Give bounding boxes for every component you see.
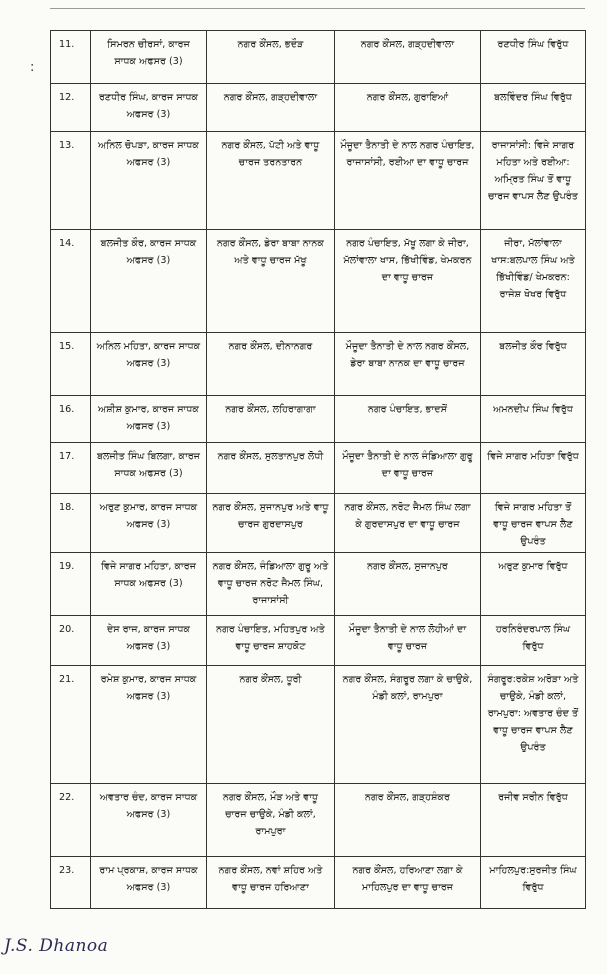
serial-number: 11.: [51, 31, 91, 84]
serial-number: 21.: [51, 666, 91, 784]
table-row: [51, 396, 586, 443]
vice-officer: ਹਰਨਿਰੰਦਰਪਾਲ ਸਿੰਘ ਵਿਰੁੱਧ: [481, 616, 586, 666]
margin-mark: :: [30, 60, 35, 75]
transfer-orders-table: [50, 30, 586, 909]
officer-name: ਰਣਧੀਰ ਸਿੰਘ, ਕਾਰਜ ਸਾਧਕ ਅਫਸਰ (3): [91, 84, 207, 132]
present-posting: ਨਗਰ ਕੌਂਸਲ, ਲਹਿਰਾਗਾਗਾ: [207, 396, 335, 443]
officer-name: ਰਮੇਸ਼ ਕੁਮਾਰ, ਕਾਰਜ ਸਾਧਕ ਅਫਸਰ (3): [91, 666, 207, 784]
officer-name: ਬਲਜੀਤ ਕੌਰ, ਕਾਰਜ ਸਾਧਕ ਅਫਸਰ (3): [91, 230, 207, 333]
serial-number: 17.: [51, 443, 91, 494]
new-posting: ਨਗਰ ਕੌਂਸਲ, ਗੁਰਾਇਆਂ: [335, 84, 481, 132]
serial-number: 22.: [51, 784, 91, 857]
serial-number: 15.: [51, 333, 91, 396]
serial-number: 18.: [51, 494, 91, 553]
serial-number: 12.: [51, 84, 91, 132]
officer-name: ਦੇਸ ਰਾਜ, ਕਾਰਜ ਸਾਧਕ ਅਫਸਰ (3): [91, 616, 207, 666]
officer-name: ਅਨਿਲ ਚੋਪੜਾ, ਕਾਰਜ ਸਾਧਕ ਅਫਸਰ (3): [91, 132, 207, 230]
table-row: [51, 857, 586, 909]
serial-number: 19.: [51, 553, 91, 616]
serial-number: 20.: [51, 616, 91, 666]
new-posting: ਮੌਜੂਦਾ ਤੈਨਾਤੀ ਦੇ ਨਾਲ ਨਗਰ ਪੰਚਾਇਤ, ਰਾਜਾਸਾਂਸੀ, ਰਈਆ ਦਾ ਵਾਧੂ ਚਾਰਜ: [335, 132, 481, 230]
present-posting: ਨਗਰ ਕੌਂਸਲ, ਦੀਨਾਨਗਰ: [207, 333, 335, 396]
vice-officer: ਰਣਧੀਰ ਸਿੰਘ ਵਿਰੁੱਧ: [481, 31, 586, 84]
handwritten-signature: J.S. Dhanoa: [4, 936, 109, 956]
present-posting: ਨਗਰ ਕੌਂਸਲ, ਗੜ੍ਹਦੀਵਾਲਾ: [207, 84, 335, 132]
table-row: [51, 230, 586, 333]
officer-name: ਅਨਿਲ ਮਹਿਤਾ, ਕਾਰਜ ਸਾਧਕ ਅਫਸਰ (3): [91, 333, 207, 396]
table-row: [51, 333, 586, 396]
vice-officer: ਅਰੁਣ ਕੁਮਾਰ ਵਿਰੁੱਧ: [481, 553, 586, 616]
new-posting: ਨਗਰ ਕੌਂਸਲ, ਗੜ੍ਹਸ਼ੰਕਰ: [335, 784, 481, 857]
present-posting: ਨਗਰ ਕੌਂਸਲ, ਸੁਜਾਨਪੁਰ ਅਤੇ ਵਾਧੂ ਚਾਰਜ ਗੁਰਦਾਸਪੁਰ: [207, 494, 335, 553]
serial-number: 13.: [51, 132, 91, 230]
page-top-rule: [50, 8, 585, 9]
new-posting: ਨਗਰ ਪੰਚਾਇਤ, ਮੱਖੂ ਲਗਾ ਕੇ ਜੀਰਾ, ਮੱਲਾਂਵਾਲਾ ਖਾਸ, ਭਿੱਖੀਵਿੰਡ, ਖੇਮਕਰਨ ਦਾ ਵਾਧੂ ਚਾਰਜ: [335, 230, 481, 333]
officer-name: ਵਿਜੇ ਸਾਗਰ ਮਹਿਤਾ, ਕਾਰਜ ਸਾਧਕ ਅਫਸਰ (3): [91, 553, 207, 616]
present-posting: ਨਗਰ ਕੌਂਸਲ, ਭਦੌੜ: [207, 31, 335, 84]
officer-name: ਅਵਤਾਰ ਚੰਦ, ਕਾਰਜ ਸਾਧਕ ਅਫਸਰ (3): [91, 784, 207, 857]
table-row: [51, 84, 586, 132]
new-posting: ਮੌਜੂਦਾ ਤੈਨਾਤੀ ਦੇ ਨਾਲ ਨਗਰ ਕੌਂਸਲ, ਡੇਰਾ ਬਾਬਾ ਨਾਨਕ ਦਾ ਵਾਧੂ ਚਾਰਜ: [335, 333, 481, 396]
officer-name: ਬਲਜੀਤ ਸਿੰਘ ਬਿਲਗਾ, ਕਾਰਜ ਸਾਧਕ ਅਫਸਰ (3): [91, 443, 207, 494]
officer-name: ਰਾਮ ਪ੍ਰਕਾਸ਼, ਕਾਰਜ ਸਾਧਕ ਅਫਸਰ (3): [91, 857, 207, 909]
present-posting: ਨਗਰ ਕੌਂਸਲ, ਜੰਡਿਆਲਾ ਗੁਰੂ ਅਤੇ ਵਾਧੂ ਚਾਰਜ ਨਰੋਟ ਜੈਮਲ ਸਿੰਘ, ਰਾਜਾਸਾਂਸੀ: [207, 553, 335, 616]
officer-name: ਅਰੁਣ ਕੁਮਾਰ, ਕਾਰਜ ਸਾਧਕ ਅਫਸਰ (3): [91, 494, 207, 553]
vice-officer: ਜੀਰਾ, ਮੱਲਾਂਵਾਲਾ ਖਾਸ:ਬਲਪਾਲ ਸਿੰਘ ਅਤੇ ਭਿੱਖੀਵਿੰਡ/ ਖੇਮਕਰਨ: ਰਾਜੇਸ਼ ਖੋਖਰ ਵਿਰੁੱਧ: [481, 230, 586, 333]
new-posting: ਨਗਰ ਕੌਂਸਲ, ਗੜ੍ਹਦੀਵਾਲਾ: [335, 31, 481, 84]
vice-officer: ਵਿਜੇ ਸਾਗਰ ਮਹਿਤਾ ਵਿਰੁੱਧ: [481, 443, 586, 494]
new-posting: ਨਗਰ ਕੌਂਸਲ, ਸੰਗਰੂਰ ਲਗਾ ਕੇ ਚਾਉਕੇ, ਮੰਡੀ ਕਲਾਂ, ਰਾਮਪੁਰਾ: [335, 666, 481, 784]
present-posting: ਨਗਰ ਕੌਂਸਲ, ਪੱਟੀ ਅਤੇ ਵਾਧੂ ਚਾਰਜ ਤਰਨਤਾਰਨ: [207, 132, 335, 230]
present-posting: ਨਗਰ ਕੌਂਸਲ, ਧੂਰੀ: [207, 666, 335, 784]
table-row: [51, 553, 586, 616]
new-posting: ਨਗਰ ਪੰਚਾਇਤ, ਭਾਦਸੋਂ: [335, 396, 481, 443]
table-row: [51, 443, 586, 494]
vice-officer: ਬਲਵਿੰਦਰ ਸਿੰਘ ਵਿਰੁੱਧ: [481, 84, 586, 132]
vice-officer: ਬਲਜੀਤ ਕੌਰ ਵਿਰੁੱਧ: [481, 333, 586, 396]
table-row: [51, 616, 586, 666]
table-row: [51, 666, 586, 784]
officer-name: ਸਿਮਰਨ ਚੀਰਸਾਂ, ਕਾਰਜ ਸਾਧਕ ਅਫਸਰ (3): [91, 31, 207, 84]
vice-officer: ਰਜੀਵ ਸਰੀਨ ਵਿਰੁੱਧ: [481, 784, 586, 857]
vice-officer: ਅਮਨਦੀਪ ਸਿੰਘ ਵਿਰੁੱਧ: [481, 396, 586, 443]
new-posting: ਮੌਜੂਦਾ ਤੈਨਾਤੀ ਦੇ ਨਾਲ ਜੰਡਿਆਲਾ ਗੁਰੂ ਦਾ ਵਾਧੂ ਚਾਰਜ: [335, 443, 481, 494]
present-posting: ਨਗਰ ਕੌਂਸਲ, ਸੁਲਤਾਨਪੁਰ ਲੋਧੀ: [207, 443, 335, 494]
new-posting: ਨਗਰ ਕੌਂਸਲ, ਨਰੋਟ ਜੈਮਲ ਸਿੰਘ ਲਗਾ ਕੇ ਗੁਰਦਾਸਪੁਰ ਦਾ ਵਾਧੂ ਚਾਰਜ: [335, 494, 481, 553]
table-row: [51, 784, 586, 857]
new-posting: ਨਗਰ ਕੌਂਸਲ, ਸੁਜਾਨਪੁਰ: [335, 553, 481, 616]
officer-name: ਅਸ਼ੀਸ਼ ਕੁਮਾਰ, ਕਾਰਜ ਸਾਧਕ ਅਫਸਰ (3): [91, 396, 207, 443]
table-row: [51, 494, 586, 553]
present-posting: ਨਗਰ ਪੰਚਾਇਤ, ਮਹਿਤਪੁਰ ਅਤੇ ਵਾਧੂ ਚਾਰਜ ਸ਼ਾਹਕੋਟ: [207, 616, 335, 666]
serial-number: 16.: [51, 396, 91, 443]
vice-officer: ਸੰਗਰੂਰ:ਰਕੇਸ਼ ਅਰੋੜਾ ਅਤੇ ਚਾਉਕੇ, ਮੰਡੀ ਕਲਾਂ, ਰਾਮਪੁਰਾ: ਅਵਤਾਰ ਚੰਦ ਤੋਂ ਵਾਧੂ ਚਾਰਜ ਵਾਪਸ ਲੈਣ ਉਪਰੰਤ: [481, 666, 586, 784]
serial-number: 23.: [51, 857, 91, 909]
table-row: [51, 31, 586, 84]
vice-officer: ਮਾਹਿਲਪੁਰ:ਸੁਰਜੀਤ ਸਿੰਘ ਵਿਰੁੱਧ: [481, 857, 586, 909]
vice-officer: ਵਿਜੇ ਸਾਗਰ ਮਹਿਤਾ ਤੋਂ ਵਾਧੂ ਚਾਰਜ ਵਾਪਸ ਲੈਣ ਉਪਰੰਤ: [481, 494, 586, 553]
serial-number: 14.: [51, 230, 91, 333]
present-posting: ਨਗਰ ਕੌਂਸਲ, ਨਵਾਂ ਸ਼ਹਿਰ ਅਤੇ ਵਾਧੂ ਚਾਰਜ ਹਰਿਆਣਾ: [207, 857, 335, 909]
new-posting: ਮੌਜੂਦਾ ਤੈਨਾਤੀ ਦੇ ਨਾਲ ਲੋਹੀਆਂ ਦਾ ਵਾਧੂ ਚਾਰਜ: [335, 616, 481, 666]
table-row: [51, 132, 586, 230]
new-posting: ਨਗਰ ਕੌਂਸਲ, ਹਰਿਆਣਾ ਲਗਾ ਕੇ ਮਾਹਿਲਪੁਰ ਦਾ ਵਾਧੂ ਚਾਰਜ: [335, 857, 481, 909]
present-posting: ਨਗਰ ਕੌਂਸਲ, ਮੌੜ ਅਤੇ ਵਾਧੂ ਚਾਰਜ ਚਾਉਕੇ, ਮੰਡੀ ਕਲਾਂ, ਰਾਮਪੁਰਾ: [207, 784, 335, 857]
present-posting: ਨਗਰ ਕੌਂਸਲ, ਡੇਰਾ ਬਾਬਾ ਨਾਨਕ ਅਤੇ ਵਾਧੂ ਚਾਰਜ ਮੱਖੂ: [207, 230, 335, 333]
vice-officer: ਰਾਜਾਸਾਂਸੀ: ਵਿਜੇ ਸਾਗਰ ਮਹਿਤਾ ਅਤੇ ਰਈਆ: ਅਮ੍ਰਿਤ ਸਿੰਘ ਤੋਂ ਵਾਧੂ ਚਾਰਜ ਵਾਪਸ ਲੈਣ ਉਪਰੰਤ: [481, 132, 586, 230]
